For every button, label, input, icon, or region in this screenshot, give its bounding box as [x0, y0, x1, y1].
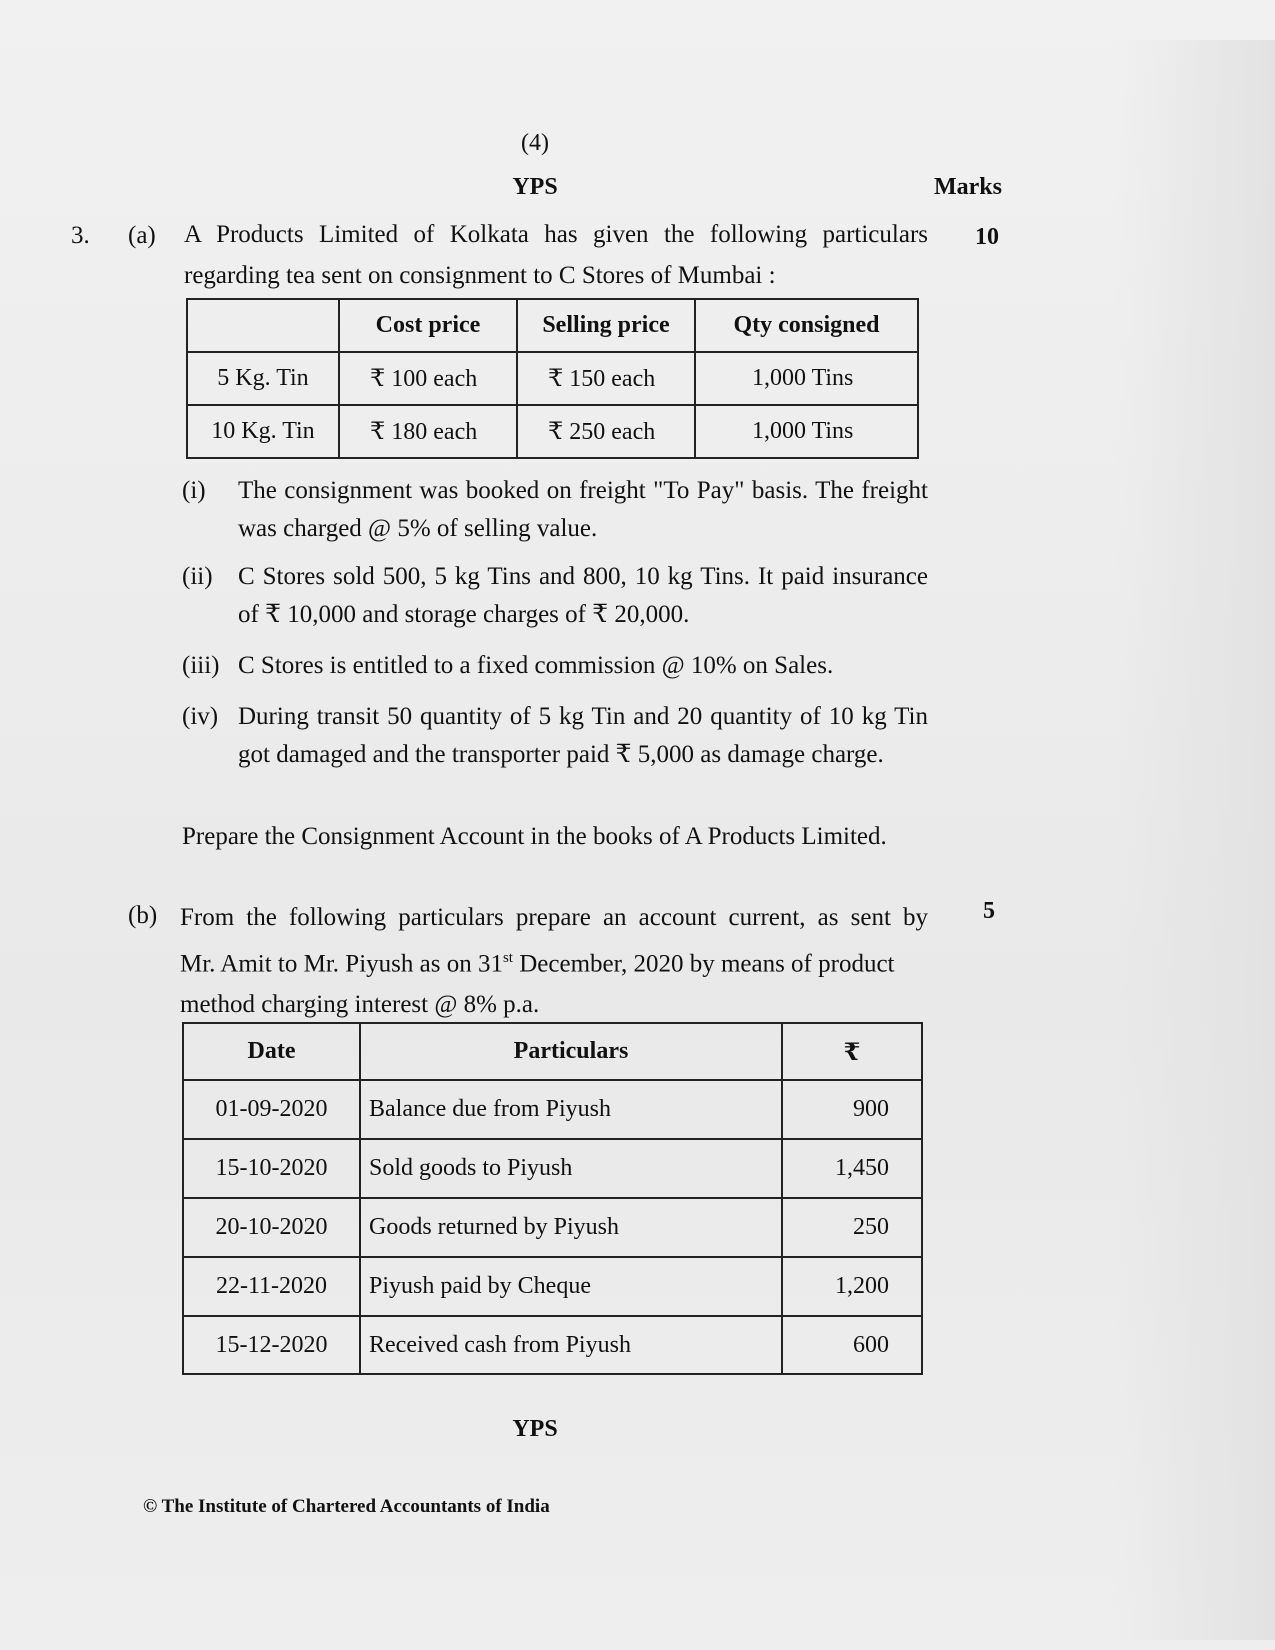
item-text: The consignment was booked on freight "To Pay" basis. The freight was charged @ 5% of selling value.: [238, 477, 928, 542]
part-a-marks: 10: [975, 224, 999, 250]
header-code: YPS: [512, 174, 558, 200]
item-label: (iv): [182, 703, 219, 730]
table-cell: 5 Kg. Tin: [187, 352, 339, 405]
question-number: 3.: [71, 222, 90, 249]
table-header-cell: Cost price: [339, 299, 517, 352]
table-cell: ₹ 180 each: [339, 405, 517, 458]
table-cell: 250: [782, 1198, 922, 1257]
table-row: [183, 1198, 922, 1257]
intro-text: Mr. Amit to Mr. Piyush as on 31: [180, 950, 503, 978]
part-b-intro-line: From the following particulars prepare an account current, as sent by: [180, 904, 928, 931]
item-label: (i): [182, 477, 206, 504]
part-a-label: (a): [128, 222, 156, 249]
table-header-cell: [187, 299, 339, 352]
table-header-cell: ₹: [782, 1023, 922, 1080]
part-a-instruction: Prepare the Consignment Account in the books of A Products Limited.: [182, 823, 887, 850]
table-header-cell: Particulars: [360, 1023, 782, 1080]
copyright-notice: © The Institute of Chartered Accountants of India: [143, 1496, 550, 1517]
table-cell: 22-11-2020: [183, 1257, 360, 1316]
table-cell: 1,000 Tins: [695, 405, 918, 458]
table-cell: Goods returned by Piyush: [360, 1198, 782, 1257]
part-b-intro-line: method charging interest @ 8% p.a.: [180, 991, 540, 1019]
table-row: [183, 1257, 922, 1316]
table-cell: Received cash from Piyush: [360, 1316, 782, 1374]
part-b-marks: 5: [983, 898, 995, 924]
part-b-intro-line: [180, 938, 928, 984]
item-text: C Stores is entitled to a fixed commission @ 10% on Sales.: [238, 652, 834, 679]
part-b-intro: [180, 897, 928, 1025]
item-label: (ii): [182, 563, 213, 590]
intro-text: December, 2020 by means of product: [512, 950, 895, 978]
table-header-cell: Date: [183, 1023, 360, 1080]
table-cell: 20-10-2020: [183, 1198, 360, 1257]
table-cell: ₹ 150 each: [517, 352, 695, 405]
item-text: C Stores sold 500, 5 kg Tins and 800, 10 kg Tins. It paid insurance of ₹ 10,000 and storage charges of ₹ 20,000.: [238, 563, 928, 628]
table-cell: Sold goods to Piyush: [360, 1139, 782, 1198]
table-cell: Balance due from Piyush: [360, 1080, 782, 1139]
page-number: (4): [521, 130, 549, 156]
table-row: [183, 1139, 922, 1198]
table-row: [183, 1316, 922, 1374]
table-header-cell: Qty consigned: [695, 299, 918, 352]
item-label: (iii): [182, 652, 220, 679]
page-shadow: [1115, 40, 1275, 1640]
marks-heading: Marks: [934, 174, 1002, 200]
table-row: [183, 1080, 922, 1139]
account-table: [182, 1022, 923, 1375]
table-cell: 10 Kg. Tin: [187, 405, 339, 458]
table-cell: 15-12-2020: [183, 1316, 360, 1374]
part-b-label: (b): [128, 902, 158, 929]
table-row: [187, 405, 918, 458]
consignment-table: [186, 298, 919, 459]
table-cell: 1,000 Tins: [695, 352, 918, 405]
table-cell: 600: [782, 1316, 922, 1374]
table-header-row: [187, 299, 918, 352]
table-header-row: [183, 1023, 922, 1080]
table-cell: 1,450: [782, 1139, 922, 1198]
table-row: [187, 352, 918, 405]
item-text: During transit 50 quantity of 5 kg Tin and 20 quantity of 10 kg Tin got damaged and the transporter paid ₹ 5,000 as damage charge.: [238, 703, 928, 768]
table-cell: 1,200: [782, 1257, 922, 1316]
table-cell: 900: [782, 1080, 922, 1139]
table-cell: 15-10-2020: [183, 1139, 360, 1198]
table-cell: Piyush paid by Cheque: [360, 1257, 782, 1316]
table-cell: 01-09-2020: [183, 1080, 360, 1139]
table-cell: ₹ 100 each: [339, 352, 517, 405]
footer-code: YPS: [512, 1416, 558, 1442]
table-header-cell: Selling price: [517, 299, 695, 352]
part-a-intro: A Products Limited of Kolkata has given the following particulars regarding tea sent on consignment to C Stores of Mumbai :: [184, 221, 928, 289]
table-cell: ₹ 250 each: [517, 405, 695, 458]
ordinal-suffix: st: [502, 950, 513, 966]
